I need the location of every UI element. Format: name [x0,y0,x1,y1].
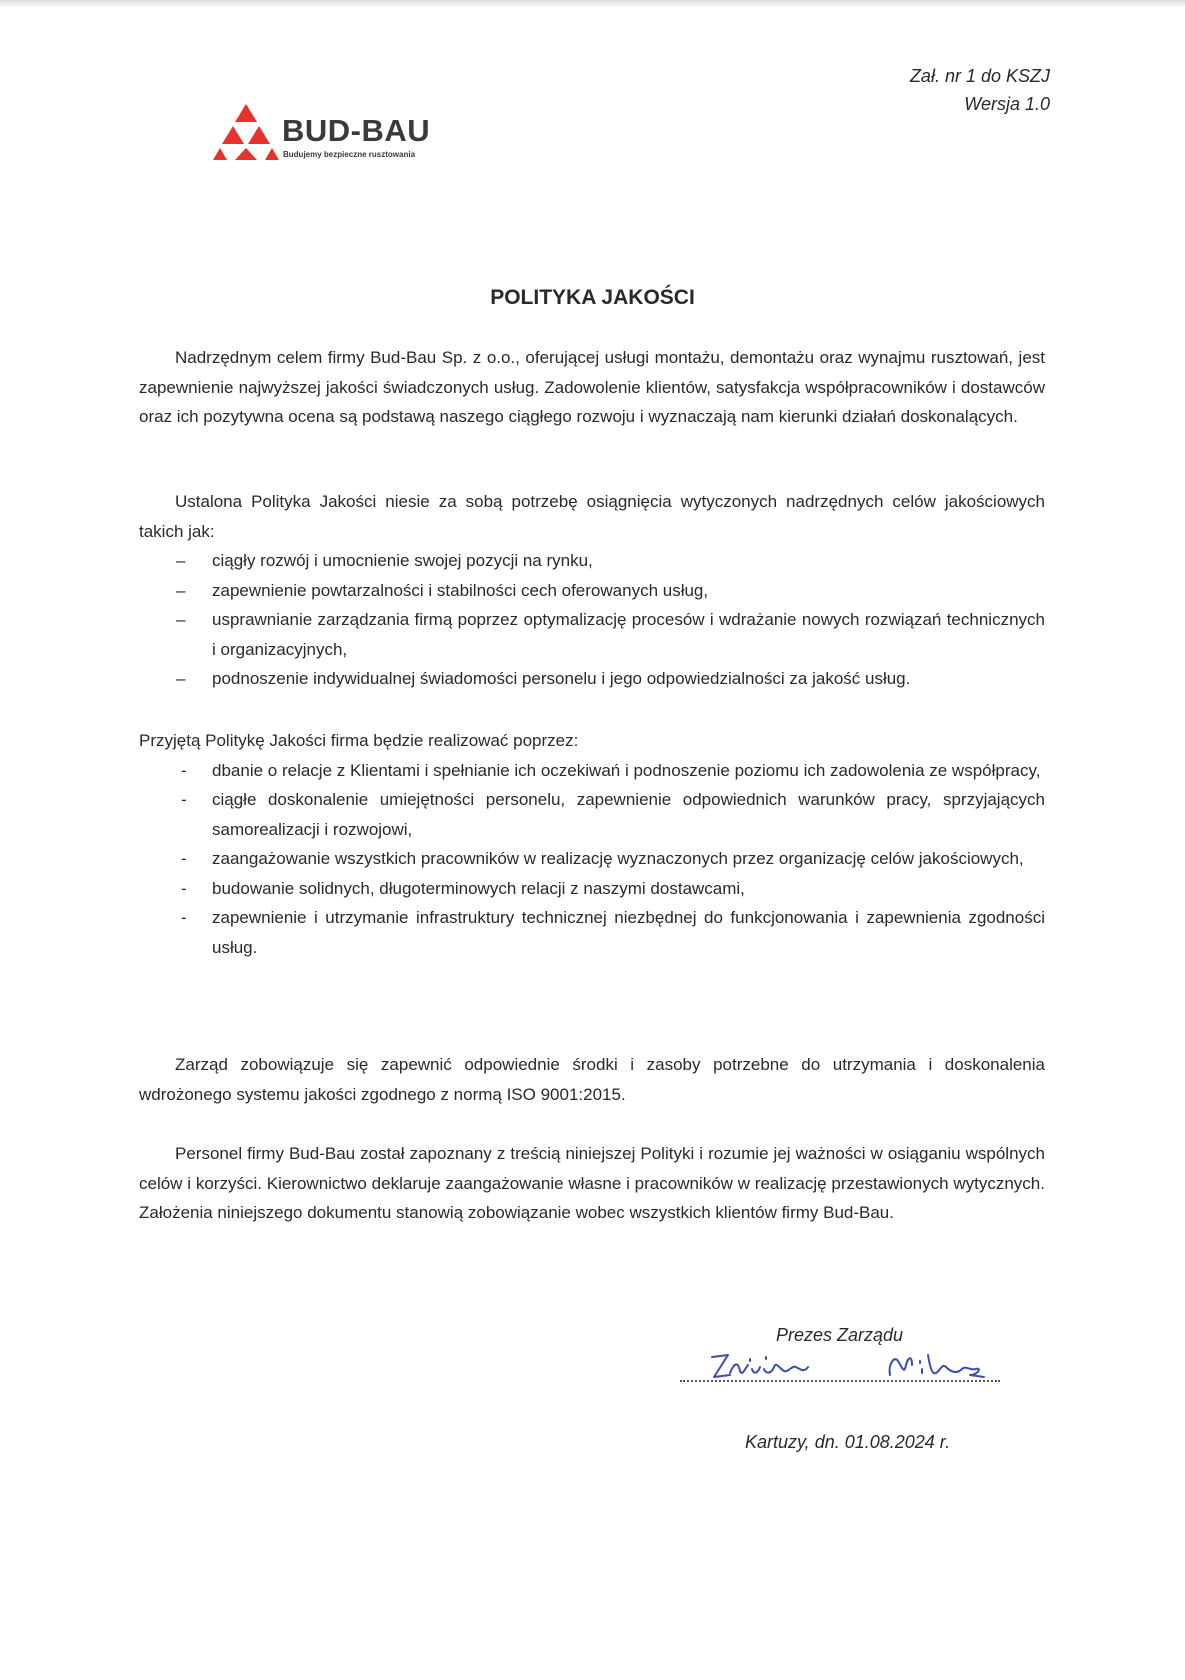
paragraph-personnel [139,1139,1045,1228]
list-item: - budowanie solidnych, długoterminowych relacji z naszymi dostawcami, [139,874,1045,904]
list-item: – usprawnianie zarządzania firmą poprzez optymalizację procesów i wdrażanie nowych rozwiązań technicznych i organizacyjnych, [139,605,1045,664]
paragraph-management [139,1050,1045,1109]
paragraph-text: Personel firmy Bud-Bau został zapoznany z treścią niniejszej Polityki i rozumie jej ważności w osiąganiu wspólnych celów i korzyści. Kierownictwo deklaruje zaangażowanie własne i pracowników w realizację przestawionych wytycznych. Założenia niniejszego dokumentu stanowią zobowiązanie wobec wszystkich klientów firmy Bud-Bau. [139,1144,1045,1222]
list-item: - zaangażowanie wszystkich pracowników w realizację wyznaczonych przez organizację celów jakościowych, [139,844,1045,874]
triangle-logo-icon [212,104,280,160]
scan-edge [0,0,1185,8]
implementation-list [139,756,1045,963]
paragraph-text: Zarząd zobowiązuje się zapewnić odpowiednie środki i zasoby potrzebne do utrzymania i doskonalenia wdrożonego systemu jakości zgodnego z normą ISO 9001:2015. [139,1055,1045,1104]
place-and-date: Kartuzy, dn. 01.08.2024 r. [745,1432,951,1452]
document-title: POLITYKA JAKOŚCI [490,286,695,309]
annex-reference [910,62,1050,118]
paragraph-mission [139,343,1045,432]
signature-line [680,1380,1000,1382]
list-item: – podnoszenie indywidualnej świadomości personelu i jego odpowiedzialności za jakość usług. [139,664,1045,694]
signatory-role: Prezes Zarządu [776,1325,904,1345]
list-item: – ciągły rozwój i umocnienie swojej pozycji na rynku, [139,546,1045,576]
list-item: - ciągłe doskonalenie umiejętności personelu, zapewnienie odpowiednich warunków pracy, sprzyjających samorealizacji i rozwojowi, [139,785,1045,844]
paragraph-intro: Przyjętą Politykę Jakości firma będzie realizować poprzez: [139,731,579,750]
paragraph-text: Nadrzędnym celem firmy Bud-Bau Sp. z o.o., oferującej usługi montażu, demontażu oraz wynajmu rusztowań, jest zapewnienie najwyższej jakości świadczonych usług. Zadowolenie klientów, satysfakcja współpracowników i dostawców oraz ich pozytywna ocena są podstawą naszego ciągłego rozwoju i wyznaczają nam kierunki działań doskonalących. [139,348,1045,426]
logo-tagline: Budujemy bezpieczne rusztowania [283,150,416,159]
company-logo [212,104,472,164]
paragraph-intro: Ustalona Polityka Jakości niesie za sobą potrzebę osiągnięcia wytyczonych nadrzędnych celów jakościowych takich jak: [139,492,1045,541]
logo-name: BUD-BAU [282,113,431,148]
list-item: - dbanie o relacje z Klientami i spełnianie ich oczekiwań i podnoszenie poziomu ich zadowolenia ze współpracy, [139,756,1045,786]
annex-line-1: Zał. nr 1 do KSZJ [909,66,1050,86]
list-item: – zapewnienie powtarzalności i stabilności cech oferowanych usług, [139,576,1045,606]
annex-line-2: Wersja 1.0 [964,94,1050,114]
paragraph-goals [139,487,1045,694]
list-item: - zapewnienie i utrzymanie infrastruktury technicznej niezbędnej do funkcjonowania i zapewnienia zgodności usług. [139,903,1045,962]
paragraph-implementation [139,726,1045,962]
goals-list [139,546,1045,694]
